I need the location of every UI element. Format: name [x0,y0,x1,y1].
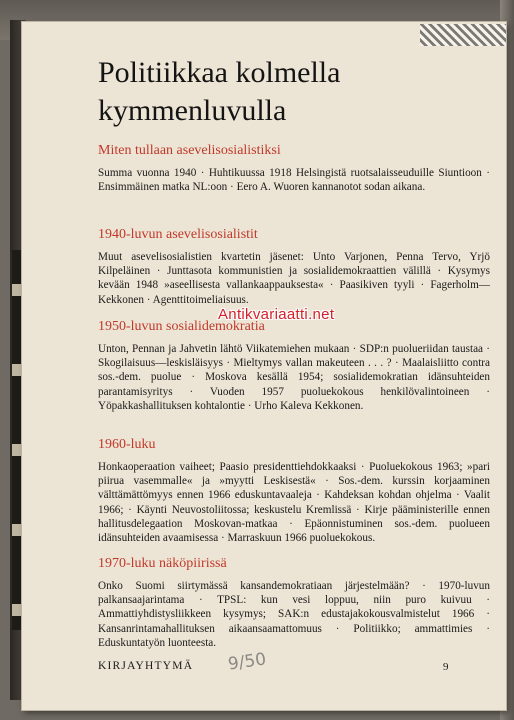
section-3-heading: 1950-luvun sosialidemokratia [98,319,265,334]
barcode-sticker [420,24,506,46]
title-line-2: kymmenluvulla [98,94,287,127]
section-1-heading: Miten tullaan asevelisosialistiksi [98,143,281,158]
section-3-body: Unton, Pennan ja Jahvetin lähtö Viikatemiehen mukaan · SDP:n puolueriidan taustaa · Skogilaisuus—leskisläisyys · Mieltymys vallan makeuteen . . . ? · Maalaisliitto contra sos.-dem. puolue · Moskova kesällä 1954; sosialidemokratian idänsuhteiden parantamisyritys · Vuoden 1957 puoluekokous henkilövalintoineen · Yöpakkashallituksen kohtalontie · Urho Kaleva Kekkonen. [98,343,490,412]
publisher-name: KIRJAYHTYMÄ [98,660,194,672]
section-4 [98,436,490,545]
handwritten-price-note: 9/50 [226,649,268,675]
book-title [98,54,458,130]
section-4-body: Honkaoperaation vaiheet; Paasio presidenttiehdokkaaksi · Puoluekokous 1963; »pari piirua vasemmalle« ja »myytti Leskisestä« · Sos.-dem. kurssin korjaaminen välttämättömyys ennen 1966 eduskuntavaaleja · Kahdeksan kohdan ohjelma · Vaalit 1966; · Käynti Neuvostoliitossa; keskustelu Kremlissä · Kirje pääministerille ennen hallitusdelegaation Moskovan-matkaa · Epäonnistuminen sos.-dem. puolueen idänsuhteiden avaamisessa · Marraskuun 1966 puoluekokous. [98,461,490,545]
section-2 [98,226,490,307]
section-2-body: Muut asevelisosialistien kvartetin jäsenet: Unto Varjonen, Penna Tervo, Yrjö Kilpeläinen · Junttasota kommunistien ja sosialidemokraattien välillä · Kysymys kevään 1948 »aseellisesta vallankaappauksesta« · Paasikiven tyyli · Fagerholm—Kekkonen · Agenttitoimeliaisuus. [98,251,490,306]
section-5-body: Onko Suomi siirtymässä kansandemokratiaan järjestelmään? · 1970-luvun palkansaajarintama · TPSL: kun vesi loppuu, niin puro kuivuu · Ammattiyhdistysliikkeen kysymys; SAK:n edustajakokousvalmistelut 1966 · Kansanrintamahallituksen aikaansaamattomuus · Politiikko; ammattimies · Eduskuntatyön luonteesta. [98,580,490,649]
section-4-heading: 1960-luku [98,437,156,452]
section-5-heading: 1970-luku näköpiirissä [98,556,227,571]
watermark-text: Antikvariaatti.net [218,306,335,323]
section-1-body: Summa vuonna 1940 · Huhtikuussa 1918 Helsingistä ruotsalaisseuduille Siuntioon · Ensimmäinen matka NL:oon · Eero A. Wuoren kannanotot sodan aikana. [98,167,490,194]
section-2-heading: 1940-luvun asevelisosialistit [98,227,258,242]
page-number: 9 [443,661,449,673]
section-3 [98,318,490,413]
title-line-1: Politiikkaa kolmella [98,56,341,89]
section-1 [98,142,490,194]
section-5 [98,555,490,650]
